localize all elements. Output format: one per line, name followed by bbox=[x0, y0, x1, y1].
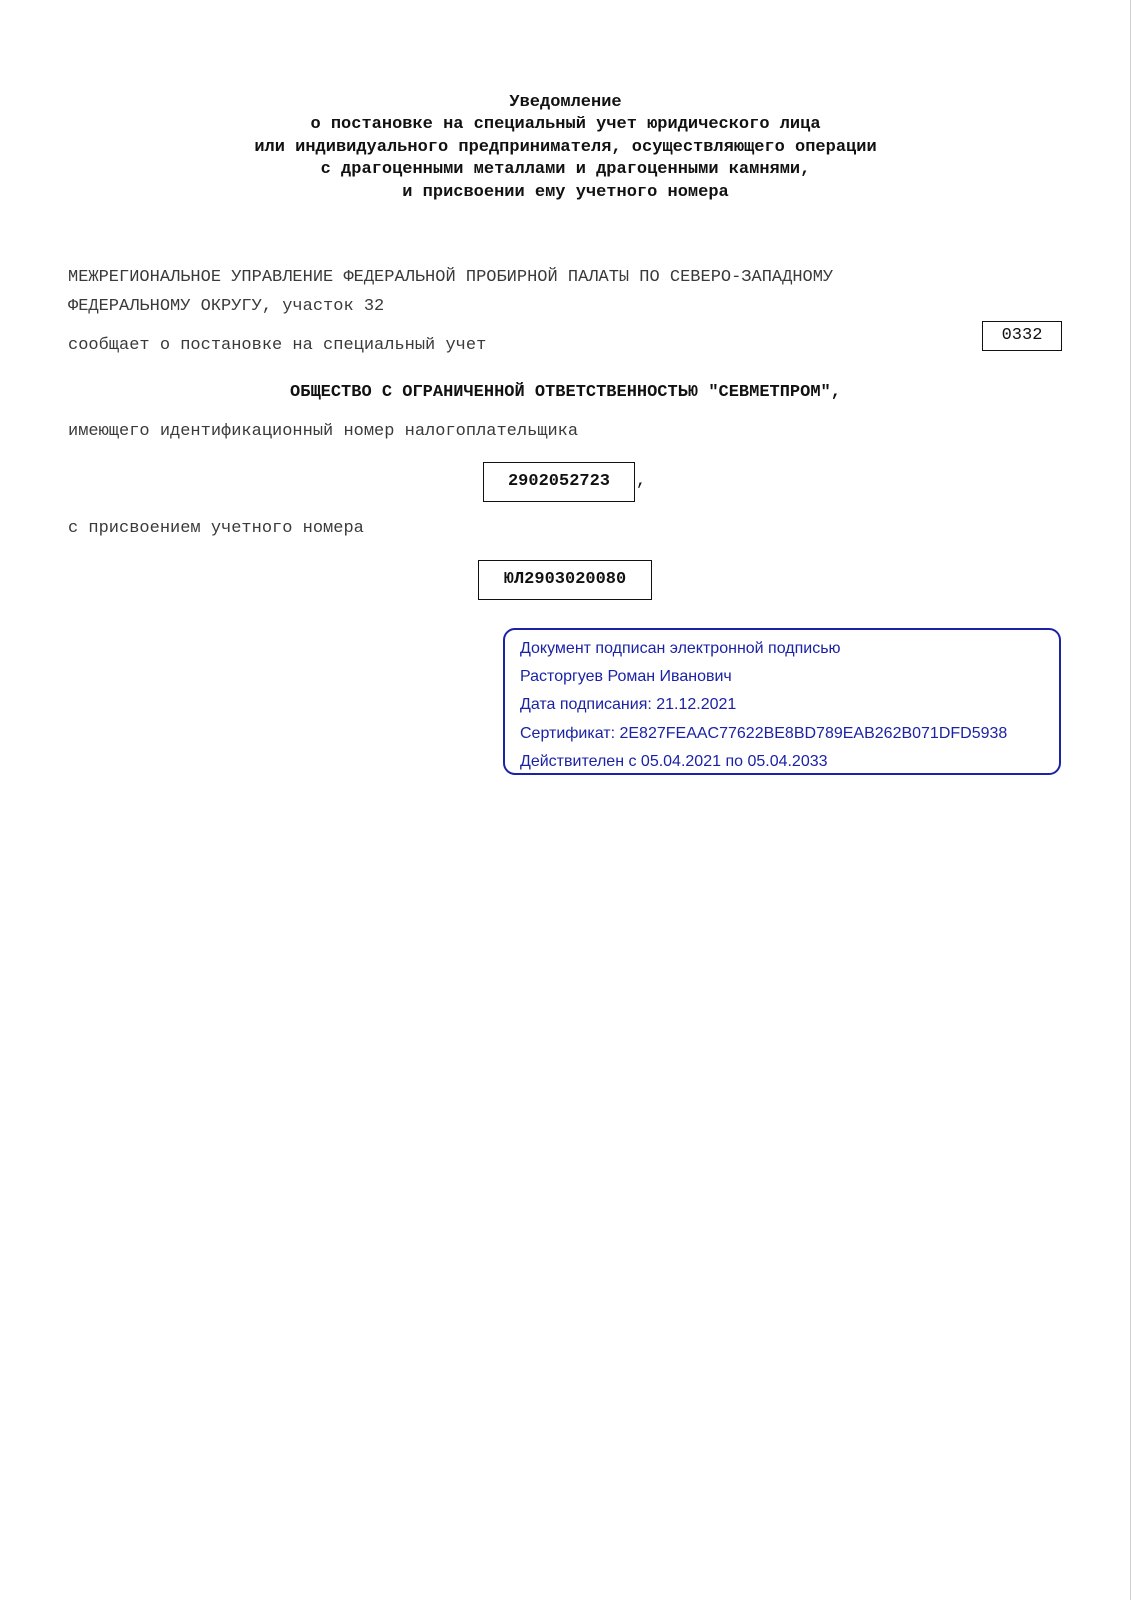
authority-name bbox=[68, 263, 833, 321]
signature-date: Дата подписания: 21.12.2021 bbox=[520, 696, 737, 714]
title-line-1: Уведомление bbox=[509, 93, 622, 112]
inn-trailing-comma: , bbox=[636, 472, 647, 491]
inn-label: имеющего идентификационный номер налогоплательщика bbox=[68, 422, 579, 441]
document-title bbox=[0, 92, 1131, 204]
authority-line-2: ФЕДЕРАЛЬНОМУ ОКРУГУ, участок 32 bbox=[68, 297, 385, 316]
registration-number-box: ЮЛ2903020080 bbox=[478, 560, 652, 600]
signature-certificate: Сертификат: 2E827FEAAC77622BE8BD789EAB262B071DFD5938 bbox=[520, 724, 1008, 742]
title-line-4: с драгоценными металлами и драгоценными камнями, bbox=[320, 160, 811, 180]
title-line-5: и присвоении ему учетного номера bbox=[402, 182, 729, 202]
registration-label: с присвоением учетного номера bbox=[68, 519, 364, 538]
signature-heading: Документ подписан электронной подписью bbox=[520, 640, 841, 657]
reports-text: сообщает о постановке на специальный учет bbox=[68, 336, 487, 355]
signature-signer: Расторгуев Роман Иванович bbox=[520, 668, 732, 686]
title-line-2: о постановке на специальный учет юридического лица bbox=[310, 115, 821, 135]
authority-line-1: МЕЖРЕГИОНАЛЬНОЕ УПРАВЛЕНИЕ ФЕДЕРАЛЬНОЙ ПРОБИРНОЙ ПАЛАТЫ ПО СЕВЕРО-ЗАПАДНОМУ bbox=[68, 268, 834, 287]
title-line-3: или индивидуального предпринимателя, осуществляющего операции bbox=[254, 137, 877, 157]
authority-code-box: 0332 bbox=[982, 321, 1062, 351]
electronic-signature-stamp bbox=[503, 628, 1061, 775]
inn-value-box: 2902052723 bbox=[483, 462, 635, 502]
signature-validity: Действителен с 05.04.2021 по 05.04.2033 bbox=[520, 752, 828, 770]
company-name: ОБЩЕСТВО С ОГРАНИЧЕННОЙ ОТВЕТСТВЕННОСТЬЮ "СЕВМЕТПРОМ", bbox=[290, 383, 841, 402]
